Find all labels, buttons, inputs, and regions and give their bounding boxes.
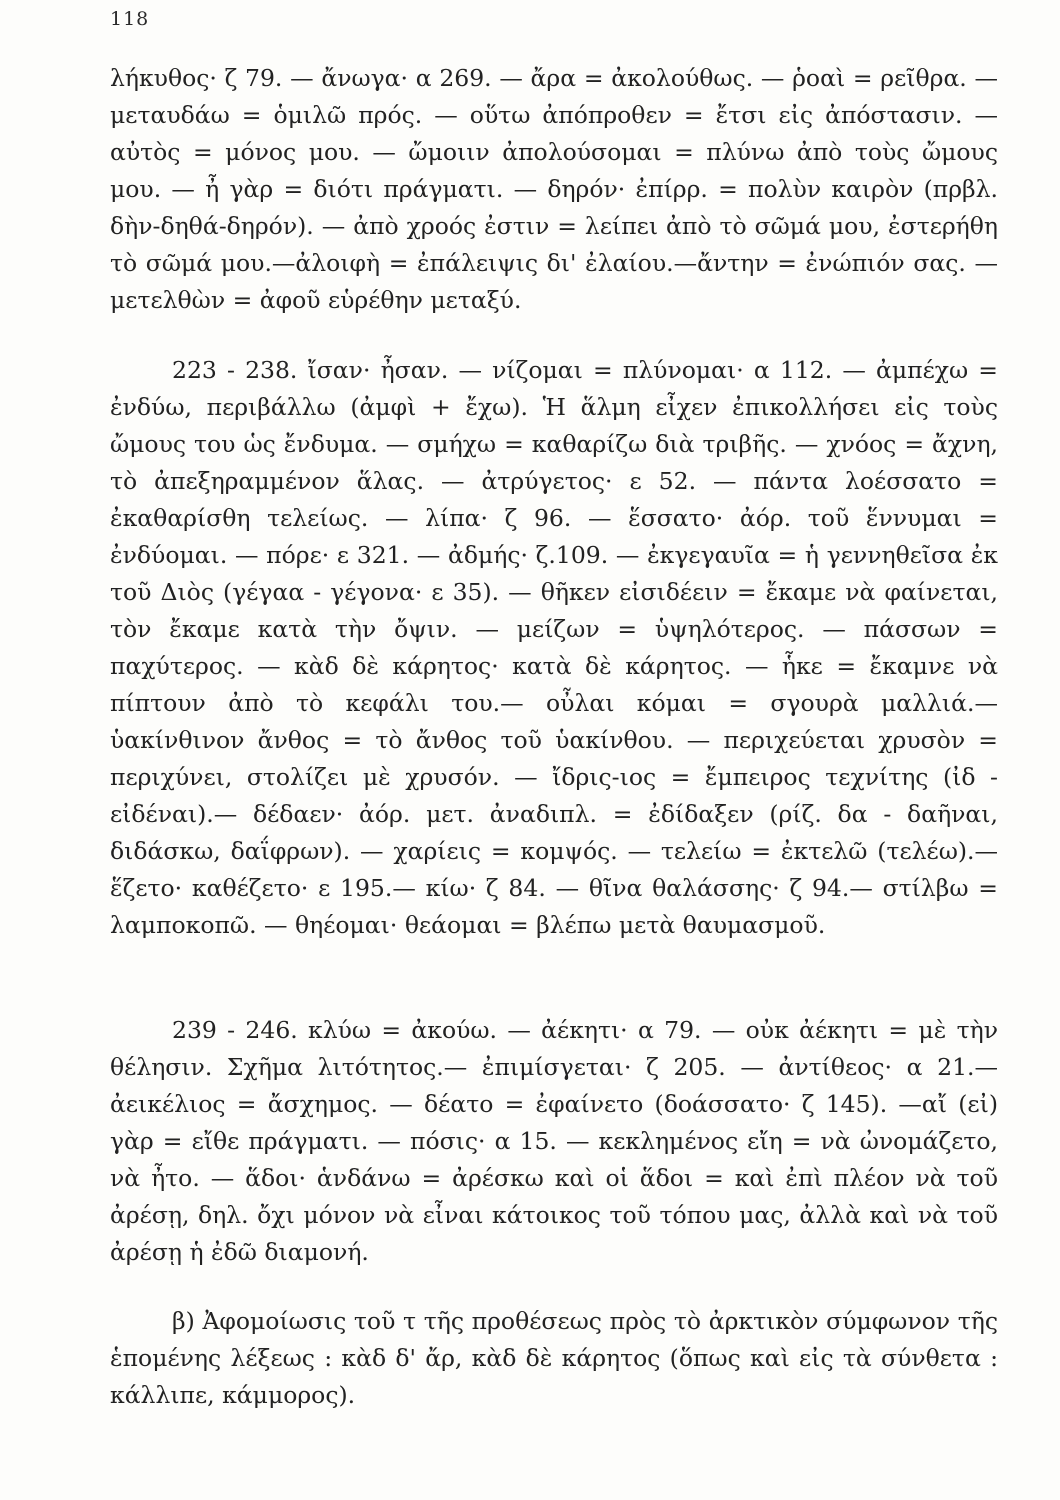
text-block-glossary-3 xyxy=(110,1012,998,1271)
text-block-glossary-4 xyxy=(110,1303,998,1414)
paragraph-2: 223 - 238. ἴσαν· ἦσαν. — νίζομαι = πλύνομαι· α 112. — ἀμπέχω = ἐνδύω, περιβάλλω (ἀμφὶ + ἔχω). Ἡ ἅλμη εἶχεν ἐπικολλήσει εἰς τοὺς ὤμους του ὡς ἔνδυμα. — σμήχω = καθαρίζω διὰ τριβῆς. — χνόος = ἄχνη, τὸ ἀπεξηραμμένον ἅλας. — ἀτρύγετος· ε 52. — πάντα λοέσσατο = ἐκαθαρίσθη τελείως. — λίπα· ζ 96. — ἕσσατο· ἀόρ. τοῦ ἕννυμαι = ἐνδύομαι. — πόρε· ε 321. — ἀδμής· ζ.109. — ἐκγεγαυῖα = ἡ γεννηθεῖσα ἐκ τοῦ Διὸς (γέγαα - γέγονα· ε 35). — θῆκεν εἰσιδέειν = ἔκαμε νὰ φαίνεται, τὸν ἔκαμε κατὰ τὴν ὄψιν. — μείζων = ὑψηλότερος. — πάσσων = παχύτερος. — κὰδ δὲ κάρητος· κατὰ δὲ κάρητος. — ἧκε = ἔκαμνε νὰ πίπτουν ἀπὸ τὸ κεφάλι του.— οὖλαι κόμαι = σγουρὰ μαλλιά.— ὑακίνθινον ἄνθος = τὸ ἄνθος τοῦ ὑακίνθου. — περιχεύεται χρυσὸν = περιχύνει, στολίζει μὲ χρυσόν. — ἴδρις-ιος = ἔμπειρος τεχνίτης (ἰδ - εἰδέναι).— δέδαεν· ἀόρ. μετ. ἀναδιπλ. = ἐδίδαξεν (ρίζ. δα - δαῆναι, διδάσκω, δαΐφρων). — χαρίεις = κομψός. — τελείω = ἐκτελῶ (τελέω).— ἕζετο· καθέζετο· ε 195.— κίω· ζ 84. — θῖνα θαλάσσης· ζ 94.— στίλβω = λαμποκοπῶ. — θηέομαι· θεάομαι = βλέπω μετὰ θαυμασμοῦ. xyxy=(110,356,998,939)
paragraph-4: β) Ἀφομοίωσις τοῦ τ τῆς προθέσεως πρὸς τὸ ἀρκτικὸν σύμφωνον τῆς ἑπομένης λέξεως : κὰδ δ' ἄρ, κὰδ δὲ κάρητος (ὅπως καὶ εἰς τὰ σύνθετα : κάλλιπε, κάμμορος). xyxy=(110,1307,998,1409)
paragraph-1: λήκυθος· ζ 79. — ἄνωγα· α 269. — ἄρα = ἀκολούθως. — ῥοαὶ = ρεῖθρα. — μεταυδάω = ὁμιλῶ πρός. — οὕτω ἀπόπροθεν = ἔτσι εἰς ἀπόστασιν. — αὐτὸς = μόνος μου. — ὤμοιιν ἀπολούσομαι = πλύνω ἀπὸ τοὺς ὤμους μου. — ἦ γὰρ = διότι πράγματι. — δηρόν· ἐπίρρ. = πολὺν καιρὸν (πρβλ. δὴν-δηθά-δηρόν). — ἀπὸ χροός ἐστιν = λείπει ἀπὸ τὸ σῶμά μου, ἐστερήθη τὸ σῶμά μου.—ἀλοιφὴ = ἐπάλειψις δι' ἐλαίου.—ἄντην = ἐνώπιόν σας. — μετελθὼν = ἀφοῦ εὑρέθην μεταξύ. xyxy=(110,64,998,314)
text-block-glossary-2 xyxy=(110,352,998,944)
page-number: 118 xyxy=(110,8,150,30)
paragraph-3: 239 - 246. κλύω = ἀκούω. — ἀέκητι· α 79. — οὐκ ἀέκητι = μὲ τὴν θέλησιν. Σχῆμα λιτότητος.— ἐπιμίσγεται· ζ 205. — ἀντίθεος· α 21.— ἀεικέλιος = ἄσχημος. — δέατο = ἐφαίνετο (δοάσσατο· ζ 145). —αἴ (εἰ) γὰρ = εἴθε πράγματι. — πόσις· α 15. — κεκλημένος εἴη = νὰ ὠνομάζετο, νὰ ἦτο. — ἅδοι· ἁνδάνω = ἀρέσκω καὶ οἱ ἅδοι = καὶ ἐπὶ πλέον νὰ τοῦ ἀρέσῃ, δηλ. ὄχι μόνον νὰ εἶναι κάτοικος τοῦ τόπου μας, ἀλλὰ καὶ νὰ τοῦ ἀρέσῃ ἡ ἐδῶ διαμονή. xyxy=(110,1016,998,1266)
text-block-glossary-1 xyxy=(110,60,998,319)
